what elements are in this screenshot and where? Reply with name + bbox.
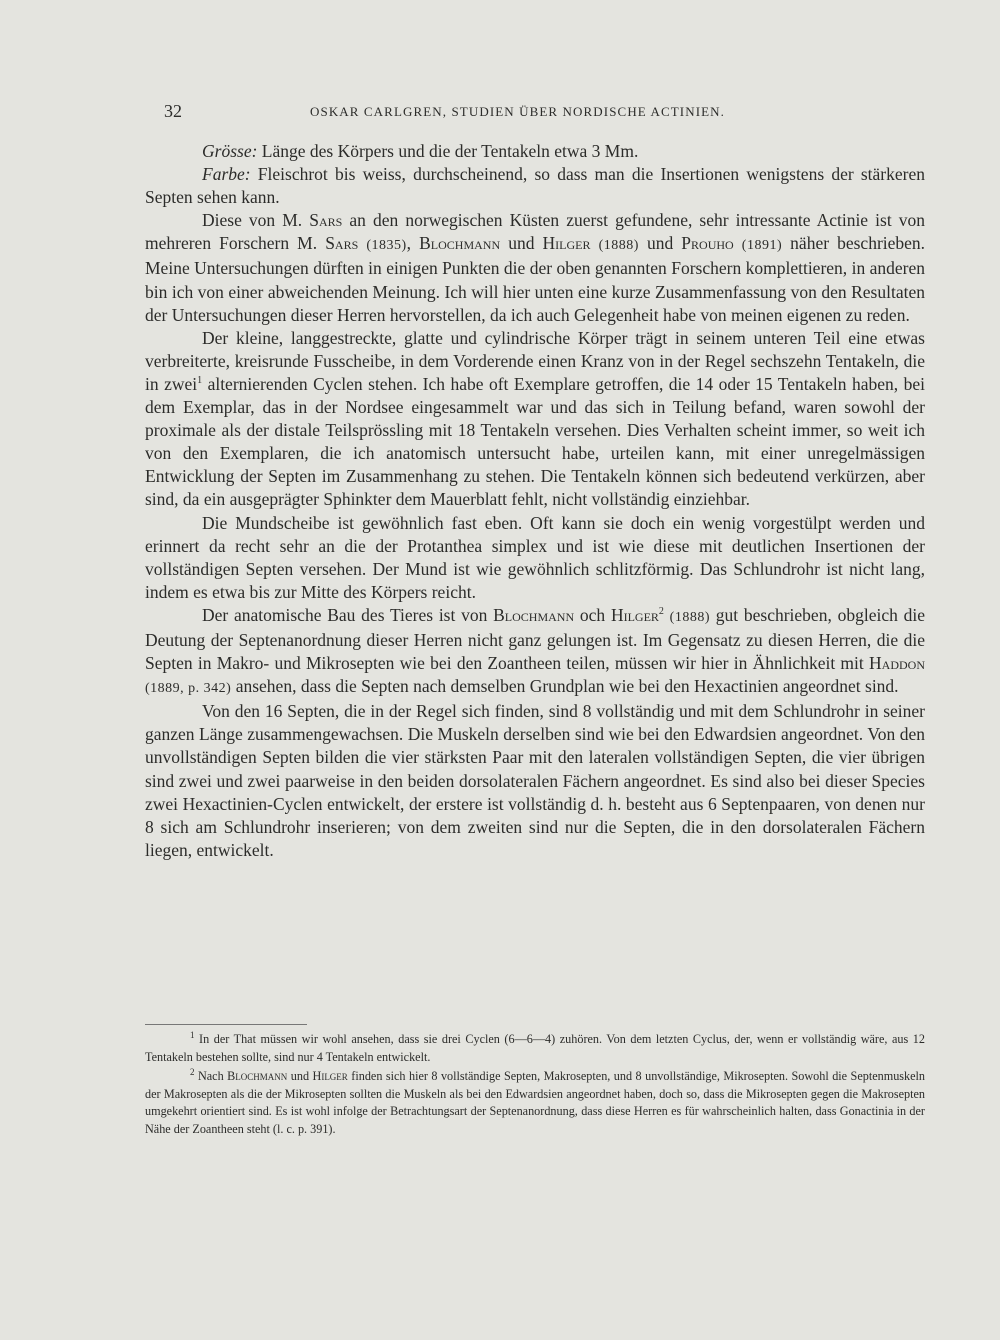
paragraph-farbe: Farbe: Fleischrot bis weiss, durchscheinend, so dass man die Insertionen wenigstens der stärkeren Septen sehen kann. (145, 164, 925, 208)
paragraph-intro: Diese von M. Sars an den norwegischen Küsten zuerst gefundene, sehr intressante Actinie ist von mehreren Forschern M. Sars (1835), Blochmann und Hilger (1888) und Prouho (1891) näher beschrieben. Meine Untersuchungen dürften in einigen Punkten die der oben genannten Forschern komplettieren, in anderen bin ich von einer abweichenden Meinung. Ich will hier unten eine kurze Zusammenfassung von den Resultaten der Untersuchungen dieser Herren hervorstellen, da ich auch Gelegenheit habe von meinen eigenen zu reden. (145, 210, 926, 325)
author-hilger: Hilger (542, 233, 591, 254)
footnotes (145, 1031, 925, 1141)
citation-year: (1888) (669, 609, 710, 625)
citation-year: (1835) (366, 238, 407, 254)
footnote-ref-1: 1 (197, 375, 203, 387)
author-blochmann: Blochmann (419, 233, 501, 254)
author-blochmann: Blochmann (227, 1069, 288, 1084)
footnote-divider (145, 1024, 307, 1025)
author-sars: Sars (309, 210, 343, 231)
footnote-mark: 1 (190, 1029, 195, 1040)
author-blochmann: Blochmann (493, 604, 575, 625)
paragraph-bau: Der anatomische Bau des Tieres ist von Blochmann och Hilger$^2$ (1888) gut beschrieben, obgleich die Deutung der Septenanordnung dieser Herren nicht ganz gelungen ist. Im Gegensatz zu diesen Herren, die die Septen in Makro- und Mikrosepten wie bei den Zoantheen teilen, müssen wir hier in Ähnlichkeit mit Haddon (1889, p. 342) ansehen, dass die Septen nach demselben Grundplan wie bei den Hexactinien angeordnet sind. (145, 604, 925, 697)
label-farbe: Farbe: (202, 164, 251, 185)
running-title: OSKAR CARLGREN, STUDIEN ÜBER NORDISCHE ACTINIEN. (310, 104, 726, 119)
citation-year: (1889, p. 342) (145, 681, 232, 697)
paragraph-mundscheibe: Die Mundscheibe ist gewöhnlich fast eben. Oft kann sie doch ein wenig vorgestülpt werden und erinnert da recht sehr an die der Protanthea simplex und ist wie diese mit deutlichen Insertionen der vollständigen Septen versehen. Der Mund ist wie gewöhnlich schlitzförmig. Das Schlundrohr ist nicht lang, indem es etwa bis zur Mitte des Körpers reicht. (145, 512, 925, 602)
citation-year: (1888) (598, 238, 639, 254)
author-haddon: Haddon (869, 653, 925, 674)
footnote-1: $^1$ In der That müssen wir wohl ansehen, dass sie drei Cyclen (6—6—4) zuhören. Von dem letzten Cyclus, der, wenn er vollständig wäre, aus 12 Tentakeln bestehen sollte, sind nur 4 Tentakeln entwickelt. (145, 1029, 925, 1064)
paragraph-koerper: Der kleine, langgestreckte, glatte und cylindrische Körper trägt in seinem unteren Teil eine etwas verbreiterte, kreisrunde Fusscheibe, in dem Vorderende einen Kranz von in der Regel sechszehn Tentakeln, die in zwei$^1$ alternierenden Cyclen stehen. Ich habe oft Exemplare getroffen, die 14 oder 15 Tentakeln haben, bei dem Exemplar, das in der Nordsee eingesammelt war und das sich in Teilung befand, waren sowohl der proximale als der distale Teilsprössling mit 18 Tentakeln versehen. Dies Verhalten scheint immer, so weit ich von den Exemplaren, die ich anatomisch untersucht habe, urteilen kann, mit einer unregelmässigen Entwicklung der Septen im Zusammenhang zu stehen. Die Tentakeln können sich bedeutend verkürzen, aber sind, da ein ausgeprägter Sphinkter dem Mauerblatt fehlt, nicht vollständig einziehbar. (145, 327, 925, 510)
author-sars: Sars (325, 233, 359, 254)
author-hilger: Hilger (610, 604, 659, 625)
footnote-ref-2: 2 (658, 606, 664, 618)
page-header (164, 101, 764, 125)
footnote-mark: 2 (190, 1067, 195, 1078)
paragraph-septen: Von den 16 Septen, die in der Regel sich finden, sind 8 vollständig und mit dem Schlundrohr in seiner ganzen Länge zusammengewachsen. Die Muskeln derselben sind wie bei den Edwardsien angeordnet. Von den unvollständigen Septen bilden die vier stärksten Paar mit den lateralen vollständigen Septen, die vier übrigen sind zwei und zwei paarweise in den beiden dorsolateralen Fächern angeordnet. Es sind also bei dieser Species zwei Hexactinien-Cyclen entwickelt, der erstere ist vollständig d. h. besteht aus 6 Septenpaaren, von denen nur 8 sich am Schlundrohr inserieren; von dem zweiten sind nur die Septen, die in den dorsolateralen Fächern liegen, entwickelt. (145, 701, 925, 860)
body-text (145, 140, 925, 862)
footnote-2: $^2$ Nach Blochmann und Hilger finden sich hier 8 vollständige Septen, Makrosepten, und 8 unvollständige, Mikrosepten. Sowohl die Septenmuskeln der Makrosepten als die der Mikrosepten sollten die Muskeln als bei den Edwardsien angeordnet haben, doch so, dass die Mikrosepten gegen die Makrosepten umgekehrt orientiert sind. Es ist wohl infolge der Betrachtungsart der Septenanordnung, dass diese Herren es für wahrscheinlich halten, dass Gonactinia in der Nähe der Zoantheen steht (l. c. p. 391). (145, 1067, 926, 1136)
author-prouho: Prouho (681, 233, 734, 254)
paragraph-groesse: Grösse: Länge des Körpers und die der Tentakeln etwa 3 Mm. (202, 141, 639, 161)
page-number: 32 (164, 101, 182, 121)
label-groesse: Grösse: (202, 141, 258, 161)
citation-year: (1891) (741, 238, 783, 254)
author-hilger: Hilger (312, 1069, 348, 1084)
